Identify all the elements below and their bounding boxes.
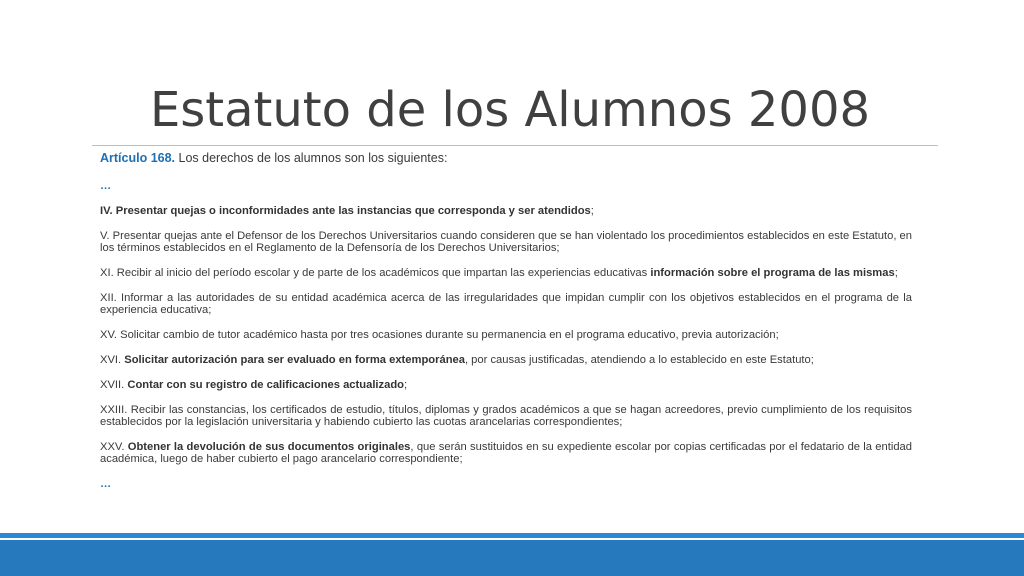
item-xi-rest: ;: [894, 267, 898, 279]
item-xxv-rest: , que serán sustituidos en su expediente escolar por copias certificadas por el fedatario de la entidad académica, luego de haber cubierto el pago arancelario correspondiente;: [100, 441, 912, 465]
item-xvii-bold: Contar con su registro de calificaciones actualizado: [127, 379, 405, 391]
ellipsis-top: [100, 180, 912, 192]
ellipsis-mark: …: [100, 180, 112, 192]
item-iv: [100, 205, 912, 217]
slide-title: Estatuto de los Alumnos 2008: [149, 82, 871, 138]
item-iv-bold: IV. Presentar quejas o inconformidades ante las instancias que corresponda y ser atendidos: [100, 205, 591, 217]
item-xxiii: XXIII. Recibir las constancias, los certificados de estudio, títulos, diplomas y grados académicos a que se hagan acreedores, previo cumplimiento de los requisitos establecidos por la legislación universitaria y habiendo cubierto las cuotas arancelarias correspondientes;: [100, 404, 912, 428]
intro-paragraph: [100, 151, 912, 165]
item-xvi-rest: , por causas justificadas, atendiendo a lo establecido en este Estatuto;: [464, 354, 814, 366]
article-label: Artículo 168.: [100, 151, 176, 165]
item-xvi: [100, 354, 912, 366]
item-xxv-prefix: XXV.: [100, 441, 128, 453]
item-xi: [100, 267, 912, 279]
footer-accent-line: [0, 533, 1024, 538]
item-iv-rest: ;: [590, 205, 594, 217]
intro-text: Los derechos de los alumnos son los siguientes:: [175, 151, 448, 165]
ellipsis-bottom: [100, 478, 912, 490]
ellipsis-mark-bottom: …: [100, 478, 112, 490]
item-xvi-bold: Solicitar autorización para ser evaluado en forma extemporánea: [124, 354, 465, 366]
footer-bar: [0, 540, 1024, 576]
item-xi-bold: información sobre el programa de las mismas: [650, 267, 895, 279]
slide-body: [100, 151, 912, 503]
item-xi-text: XI. Recibir al inicio del período escolar y de parte de los académicos que impartan las experiencias educativas: [100, 267, 651, 279]
item-xxv: [100, 441, 912, 465]
item-xvii-prefix: XVII.: [100, 379, 128, 391]
title-divider: [92, 145, 938, 146]
item-xvi-prefix: XVI.: [100, 354, 125, 366]
item-xvii-rest: ;: [404, 379, 408, 391]
item-xv: XV. Solicitar cambio de tutor académico hasta por tres ocasiones durante su permanencia en el programa educativo, previa autorización;: [100, 329, 779, 341]
item-xxv-bold: Obtener la devolución de sus documentos originales: [127, 441, 411, 453]
item-v: V. Presentar quejas ante el Defensor de los Derechos Universitarios cuando consideren que se han violentado los procedimientos establecidos en este Estatuto, en los términos establecidos en el Reglamento de la Defensoría de los Derechos Universitarios;: [100, 230, 912, 254]
item-xvii: [100, 379, 912, 391]
item-xii: XII. Informar a las autoridades de su entidad académica acerca de las irregularidades que impidan cumplir con los objetivos establecidos en el programa de la experiencia educativa;: [100, 292, 912, 316]
